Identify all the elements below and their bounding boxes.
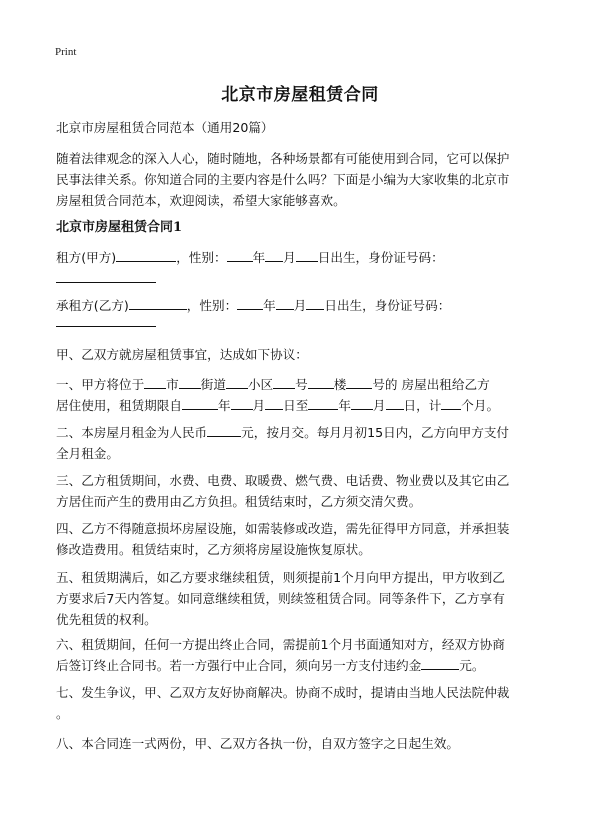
blank bbox=[421, 655, 459, 670]
blank bbox=[296, 247, 318, 262]
clause-5 bbox=[56, 567, 556, 630]
blank bbox=[226, 374, 248, 389]
blank bbox=[227, 247, 253, 262]
birth-id-label: 日出生，身份证号码： bbox=[324, 298, 451, 313]
clause-text: 月 bbox=[252, 398, 266, 413]
clause-text: 后签订终止合同书。若一方强行中止合同，须向另一方支付违约金 bbox=[56, 658, 422, 673]
clause-text: 月 bbox=[372, 398, 386, 413]
clause-text: 八、本合同连一式两份，甲、乙双方各执一份，自双方签字之日起生效。 bbox=[56, 736, 459, 751]
clause-text: 三、乙方租赁期间，水费、电费、取暖费、燃气费、电话费、物业费以及其它由乙 bbox=[56, 473, 510, 488]
clause-text: 小区 bbox=[247, 377, 274, 392]
page-title: 北京市房屋租赁合同 bbox=[221, 85, 379, 105]
clause-4 bbox=[56, 518, 556, 560]
lessee-gender-label: ，性别： bbox=[186, 298, 238, 313]
clause-text: 。 bbox=[56, 706, 69, 721]
clause-3 bbox=[56, 470, 556, 512]
clause-text: 日，计 bbox=[403, 398, 442, 413]
clause-2 bbox=[56, 422, 556, 464]
year-label: 年 bbox=[263, 298, 276, 313]
clause-8 bbox=[56, 733, 556, 754]
clause-text: 居住使用，租赁期限自 bbox=[56, 398, 182, 413]
lessee-line bbox=[56, 295, 556, 316]
blank bbox=[265, 395, 283, 410]
blank bbox=[308, 374, 334, 389]
clause-text: 街道 bbox=[200, 377, 226, 392]
subtitle-text: 北京市房屋租赁合同范本（通用20篇） bbox=[56, 120, 274, 135]
clause-text: 七、发生争议，甲、乙双方友好协商解决。协商不成时，提请由当地人民法院仲裁 bbox=[56, 685, 510, 700]
month-label: 月 bbox=[283, 250, 296, 265]
clause-text: 一、甲方将位于 bbox=[56, 377, 145, 392]
clause-text: 号的 房屋出租给乙方 bbox=[372, 377, 490, 392]
intro-paragraph bbox=[56, 148, 556, 211]
intro-line: 房屋租赁合同范本，欢迎阅读，希望大家能够喜欢。 bbox=[56, 193, 346, 208]
lessor-name-blank bbox=[116, 247, 176, 262]
intro-line: 民事法律关系。你知道合同的主要内容是什么吗？下面是小编为大家收集的北京市 bbox=[56, 172, 510, 187]
section-heading: 北京市房屋租赁合同1 bbox=[56, 220, 183, 235]
blank bbox=[265, 247, 283, 262]
lessor-line bbox=[56, 247, 556, 268]
year-label: 年 bbox=[252, 250, 266, 265]
month-label: 月 bbox=[293, 298, 307, 313]
blank bbox=[306, 295, 324, 310]
agreement-intro bbox=[56, 344, 556, 365]
blank bbox=[207, 422, 241, 437]
clause-text: 五、租赁期满后，如乙方要求继续租赁，则须提前1个月向甲方提出，甲方收到乙 bbox=[56, 570, 505, 585]
lessee-name-blank bbox=[129, 295, 187, 310]
clause-text: 方居住而产生的费用由乙方负担。租赁结束时，乙方须交清欠费。 bbox=[56, 494, 422, 509]
blank bbox=[182, 395, 218, 410]
blank bbox=[308, 395, 338, 410]
blank bbox=[231, 395, 253, 410]
clause-text: 四、乙方不得随意损坏房屋设施，如需装修或改造，需先征得甲方同意，并承担装 bbox=[56, 521, 510, 536]
clause-text: 方要求后7天内答复。如同意继续租赁，则续签租赁合同。同等条件下，乙方享有 bbox=[56, 591, 505, 606]
lessee-id-blank bbox=[56, 326, 156, 327]
blank bbox=[273, 374, 295, 389]
lessor-label: 租方(甲方) bbox=[56, 250, 117, 265]
print-label: Print bbox=[55, 46, 77, 58]
clause-text: 六、租赁期间，任何一方提出终止合同，需提前1个月书面通知对方，经双方协商 bbox=[56, 637, 505, 652]
agreement-intro-text: 甲、乙双方就房屋租赁事宜，达成如下协议： bbox=[56, 347, 308, 362]
clause-text: 楼 bbox=[333, 377, 347, 392]
blank bbox=[441, 395, 461, 410]
clause-text: 市 bbox=[166, 377, 179, 392]
clause-text: 修改造费用。租赁结束时，乙方须将房屋设施恢复原状。 bbox=[56, 542, 371, 557]
clause-text: 元。 bbox=[459, 658, 485, 673]
clause-text: 元，按月交。每月月初15日内，乙方向甲方支付 bbox=[241, 425, 510, 440]
lessee-label: 承租方(乙方) bbox=[56, 298, 129, 313]
clause-text: 全月租金。 bbox=[56, 446, 119, 461]
clause-text: 优先租赁的权利。 bbox=[56, 612, 157, 627]
clause-text: 年 bbox=[338, 398, 351, 413]
lessor-gender-label: ，性别： bbox=[176, 250, 227, 265]
clause-text: 日至 bbox=[283, 398, 309, 413]
clause-6 bbox=[56, 634, 556, 676]
birth-id-label: 日出生，身份证号码： bbox=[317, 250, 444, 265]
clause-1 bbox=[56, 374, 556, 416]
subtitle bbox=[56, 117, 556, 138]
clause-text: 二、本房屋月租金为人民币 bbox=[56, 425, 208, 440]
clause-text: 号 bbox=[295, 377, 308, 392]
blank bbox=[386, 395, 404, 410]
blank bbox=[346, 374, 372, 389]
lessor-id-blank bbox=[56, 282, 156, 283]
clause-text: 个月。 bbox=[461, 398, 500, 413]
clause-7 bbox=[56, 682, 556, 724]
blank bbox=[179, 374, 201, 389]
blank bbox=[276, 295, 294, 310]
clause-text: 年 bbox=[217, 398, 231, 413]
blank bbox=[237, 295, 263, 310]
blank bbox=[351, 395, 373, 410]
blank bbox=[144, 374, 166, 389]
intro-line: 随着法律观念的深入人心，随时随地，各种场景都有可能使用到合同，它可以保护 bbox=[56, 151, 510, 166]
